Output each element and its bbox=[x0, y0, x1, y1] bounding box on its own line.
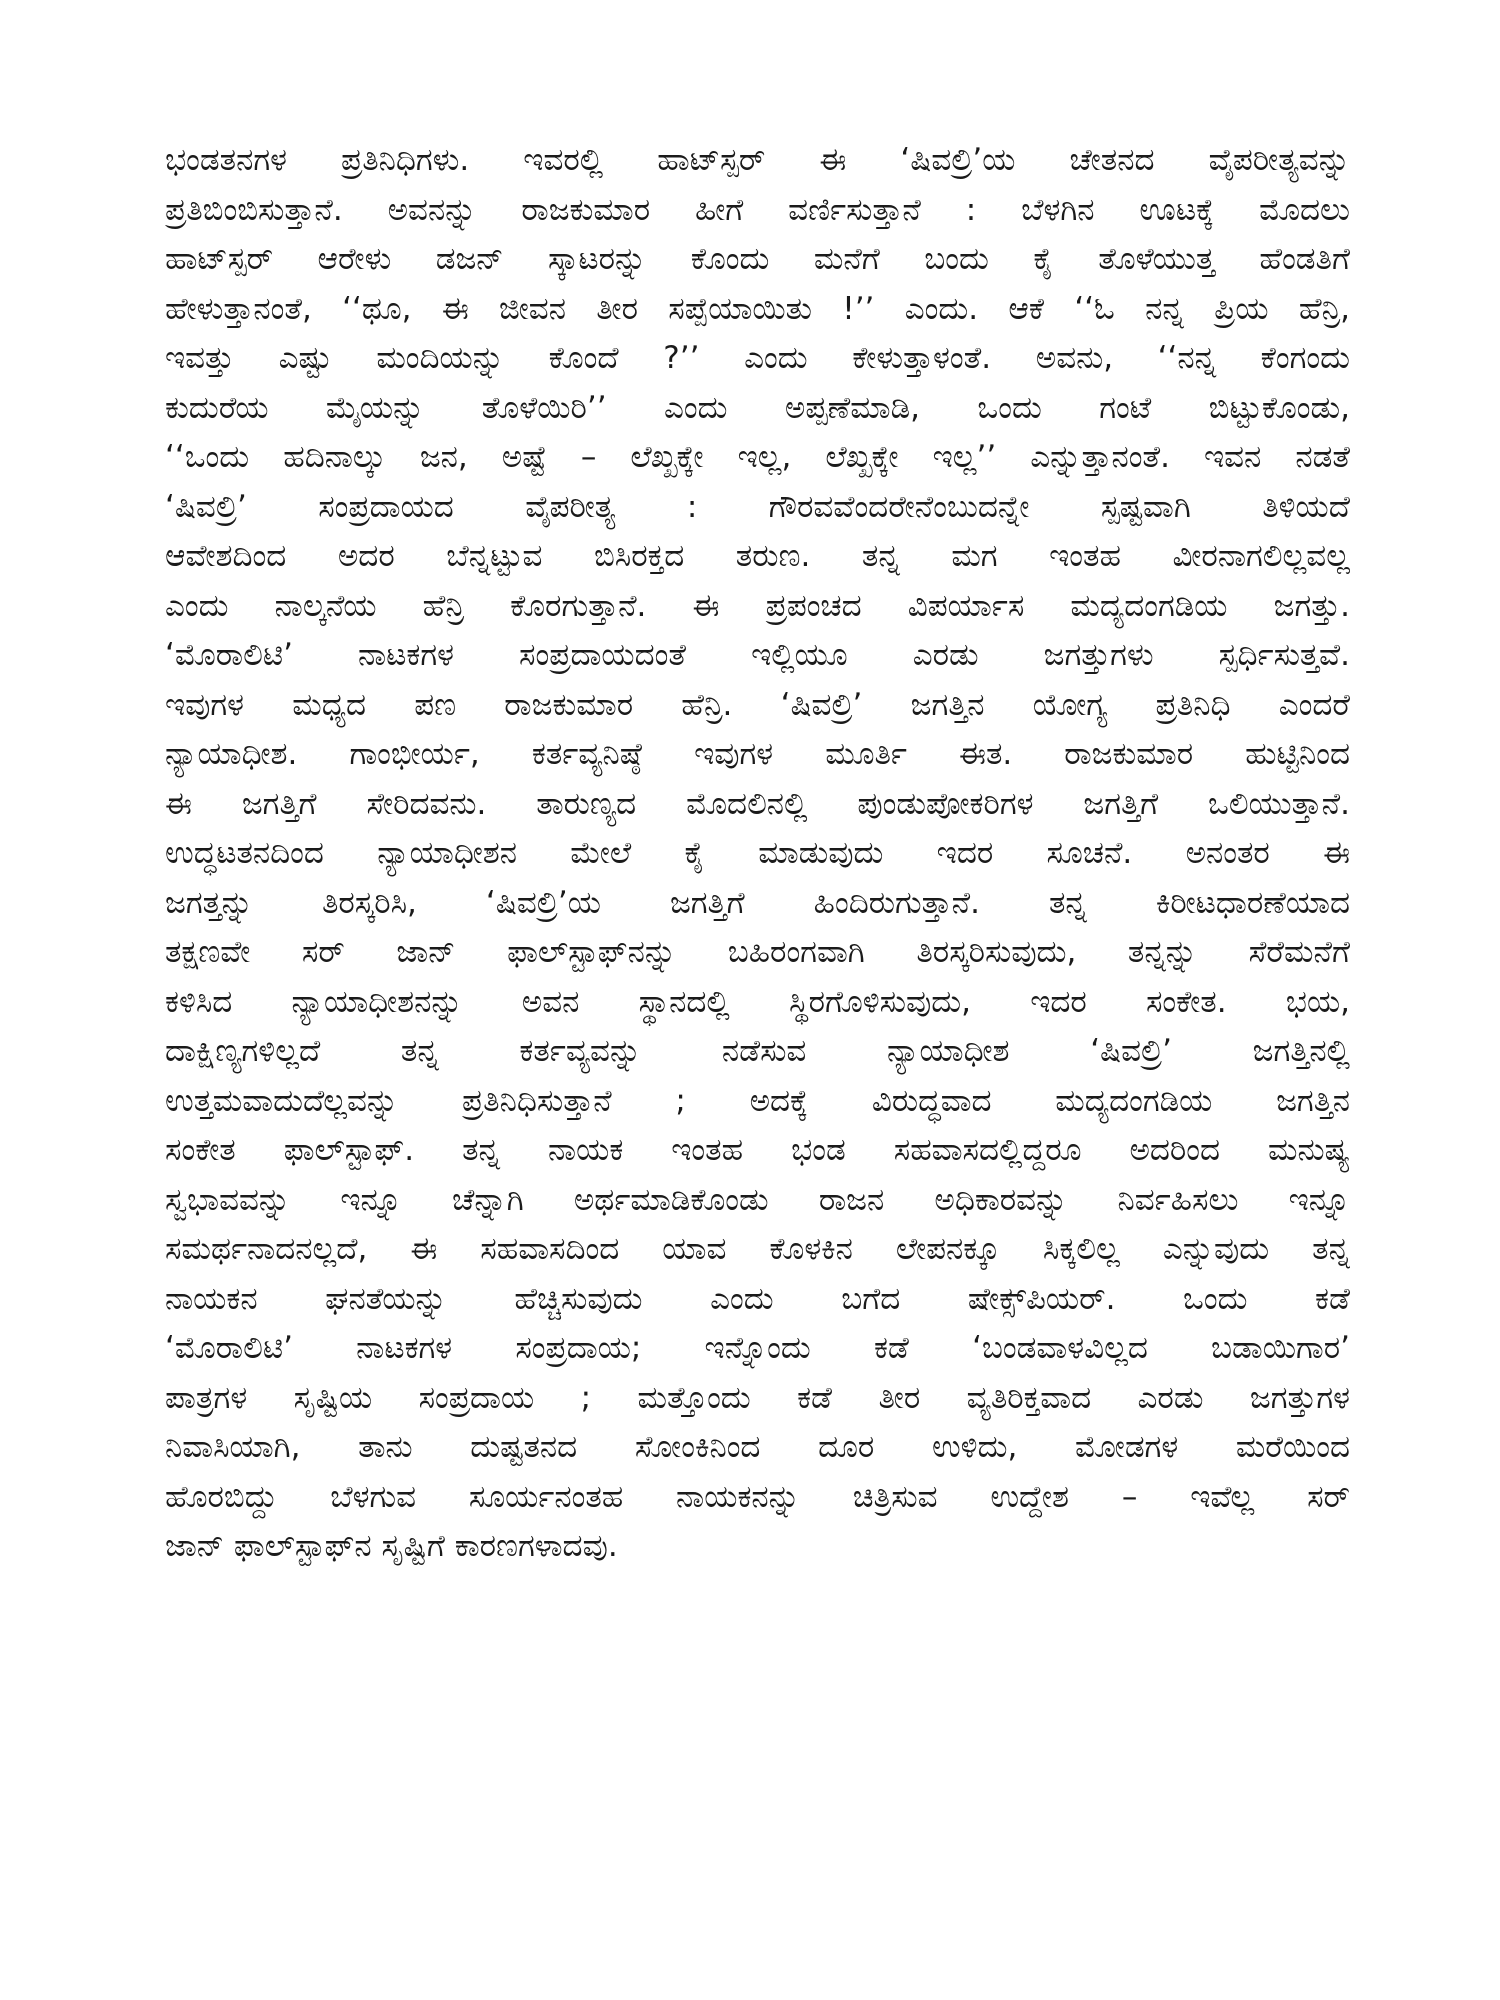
text-line: ದಾಕ್ಷಿಣ್ಯಗಳಿಲ್ಲದೆ ತನ್ನ ಕರ್ತವ್ಯವನ್ನು ನಡೆಸುವ ನ್ಯಾಯಾಧೀಶ ‘ಷಿವಲ್ರಿ’ ಜಗತ್ತಿನಲ್ಲಿ bbox=[165, 1033, 1350, 1069]
text-line: ‘ಮೊರಾಲಿಟಿ’ ನಾಟಕಗಳ ಸಂಪ್ರದಾಯದಂತೆ ಇಲ್ಲಿಯೂ ಎರಡು ಜಗತ್ತುಗಳು ಸ್ಪರ್ಧಿಸುತ್ತವೆ. bbox=[165, 637, 1350, 673]
text-line: ನಿವಾಸಿಯಾಗಿ, ತಾನು ದುಷ್ಟತನದ ಸೋಂಕಿನಿಂದ ದೂರ ಉಳಿದು, ಮೋಡಗಳ ಮರೆಯಿಂದ bbox=[165, 1429, 1350, 1465]
text-line: ‘ಷಿವಲ್ರಿ’ ಸಂಪ್ರದಾಯದ ವೈಪರೀತ್ಯ : ಗೌರವವೆಂದರೇನೆಂಬುದನ್ನೇ ಸ್ಪಷ್ಟವಾಗಿ ತಿಳಿಯದೆ bbox=[165, 488, 1350, 525]
text-line: ಸಂಕೇತ ಫಾಲ್‌ಸ್ಟಾಫ್. ತನ್ನ ನಾಯಕ ಇಂತಹ ಭಂಡ ಸಹವಾಸದಲ್ಲಿದ್ದರೂ ಅದರಿಂದ ಮನುಷ್ಯ bbox=[165, 1132, 1350, 1168]
text-line: ಸಮರ್ಥನಾದನಲ್ಲದೆ, ಈ ಸಹವಾಸದಿಂದ ಯಾವ ಕೊಳಕಿನ ಲೇಪನಕ್ಕೂ ಸಿಕ್ಕಲಿಲ್ಲ ಎನ್ನುವುದು ತನ್ನ bbox=[165, 1231, 1350, 1267]
text-line: ಪ್ರತಿಬಿಂಬಿಸುತ್ತಾನೆ. ಅವನನ್ನು ರಾಜಕುಮಾರ ಹೀಗೆ ವರ್ಣಿಸುತ್ತಾನೆ : ಬೆಳಗಿನ ಊಟಕ್ಕೆ ಮೊದಲು bbox=[165, 191, 1350, 228]
text-line: ಇವುಗಳ ಮಧ್ಯದ ಪಣ ರಾಜಕುಮಾರ ಹೆನ್ರಿ. ‘ಷಿವಲ್ರಿ’ ಜಗತ್ತಿನ ಯೋಗ್ಯ ಪ್ರತಿನಿಧಿ ಎಂದರೆ bbox=[165, 686, 1350, 723]
text-line: ಕಳಿಸಿದ ನ್ಯಾಯಾಧೀಶನನ್ನು ಅವನ ಸ್ಥಾನದಲ್ಲಿ ಸ್ಥಿರಗೊಳಿಸುವುದು, ಇದರ ಸಂಕೇತ. ಭಯ, bbox=[165, 983, 1350, 1020]
text-line: ಉತ್ತಮವಾದುದೆಲ್ಲವನ್ನು ಪ್ರತಿನಿಧಿಸುತ್ತಾನೆ ; ಅದಕ್ಕೆ ವಿರುದ್ಧವಾದ ಮದ್ಯದಂಗಡಿಯ ಜಗತ್ತಿನ bbox=[165, 1082, 1350, 1119]
text-line: ಭಂಡತನಗಳ ಪ್ರತಿನಿಧಿಗಳು. ಇವರಲ್ಲಿ ಹಾಟ್‌ಸ್ಪರ್ ಈ ‘ಷಿವಲ್ರಿ’ಯ ಚೇತನದ ವೈಪರೀತ್ಯವನ್ನು bbox=[165, 142, 1350, 178]
text-line: ಸ್ವಭಾವವನ್ನು ಇನ್ನೂ ಚೆನ್ನಾಗಿ ಅರ್ಥಮಾಡಿಕೊಂಡು ರಾಜನ ಅಧಿಕಾರವನ್ನು ನಿರ್ವಹಿಸಲು ಇನ್ನೂ bbox=[165, 1181, 1350, 1218]
text-line: ತಕ್ಷಣವೇ ಸರ್ ಜಾನ್ ಫಾಲ್‌ಸ್ಟಾಫ್‌ನನ್ನು ಬಹಿರಂಗವಾಗಿ ತಿರಸ್ಕರಿಸುವುದು, ತನ್ನನ್ನು ಸೆರೆಮನೆಗೆ bbox=[165, 934, 1350, 970]
text-line: ಜಗತ್ತನ್ನು ತಿರಸ್ಕರಿಸಿ, ‘ಷಿವಲ್ರಿ’ಯ ಜಗತ್ತಿಗೆ ಹಿಂದಿರುಗುತ್ತಾನೆ. ತನ್ನ ಕಿರೀಟಧಾರಣೆಯಾದ bbox=[165, 884, 1350, 921]
text-line: ಈ ಜಗತ್ತಿಗೆ ಸೇರಿದವನು. ತಾರುಣ್ಯದ ಮೊದಲಿನಲ್ಲಿ ಪುಂಡುಪೋಕರಿಗಳ ಜಗತ್ತಿಗೆ ಒಲಿಯುತ್ತಾನೆ. bbox=[165, 785, 1350, 822]
text-line: ಕುದುರೆಯ ಮೈಯನ್ನು ತೊಳೆಯಿರಿ’’ ಎಂದು ಅಪ್ಪಣೆಮಾಡಿ, ಒಂದು ಗಂಟೆ ಬಿಟ್ಟುಕೊಂಡು, bbox=[165, 389, 1350, 426]
text-line: ಆವೇಶದಿಂದ ಅದರ ಬೆನ್ನಟ್ಟುವ ಬಿಸಿರಕ್ತದ ತರುಣ. ತನ್ನ ಮಗ ಇಂತಹ ವೀರನಾಗಲಿಲ್ಲವಲ್ಲ bbox=[165, 538, 1350, 574]
text-line: ಹಾಟ್‌ಸ್ಪರ್ ಆರೇಳು ಡಜನ್ ಸ್ಕಾಟರನ್ನು ಕೊಂದು ಮನೆಗೆ ಬಂದು ಕೈ ತೊಳೆಯುತ್ತ ಹೆಂಡತಿಗೆ bbox=[165, 241, 1350, 277]
text-line: ‘ಮೊರಾಲಿಟಿ’ ನಾಟಕಗಳ ಸಂಪ್ರದಾಯ; ಇನ್ನೊಂದು ಕಡೆ ‘ಬಂಡವಾಳವಿಲ್ಲದ ಬಡಾಯಿಗಾರ’ bbox=[165, 1330, 1350, 1366]
text-line: ಎಂದು ನಾಲ್ಕನೆಯ ಹೆನ್ರಿ ಕೊರಗುತ್ತಾನೆ. ಈ ಪ್ರಪಂಚದ ವಿಪರ್ಯಾಸ ಮದ್ಯದಂಗಡಿಯ ಜಗತ್ತು. bbox=[165, 587, 1350, 624]
text-line: ಉದ್ಧಟತನದಿಂದ ನ್ಯಾಯಾಧೀಶನ ಮೇಲೆ ಕೈ ಮಾಡುವುದು ಇದರ ಸೂಚನೆ. ಅನಂತರ ಈ bbox=[165, 835, 1350, 871]
text-line: ಹೊರಬಿದ್ದು ಬೆಳಗುವ ಸೂರ್ಯನಂತಹ ನಾಯಕನನ್ನು ಚಿತ್ರಿಸುವ ಉದ್ದೇಶ – ಇವೆಲ್ಲ ಸರ್ bbox=[165, 1478, 1350, 1515]
body-text bbox=[165, 136, 1350, 1572]
text-line: ಹೇಳುತ್ತಾನಂತೆ, ‘‘ಥೂ, ಈ ಜೀವನ ತೀರ ಸಪ್ಪೆಯಾಯಿತು !’’ ಎಂದು. ಆಕೆ ‘‘ಓ ನನ್ನ ಪ್ರಿಯ ಹೆನ್ರಿ, bbox=[165, 290, 1350, 327]
text-line: ಪಾತ್ರಗಳ ಸೃಷ್ಟಿಯ ಸಂಪ್ರದಾಯ ; ಮತ್ತೊಂದು ಕಡೆ ತೀರ ವ್ಯತಿರಿಕ್ತವಾದ ಎರಡು ಜಗತ್ತುಗಳ bbox=[165, 1379, 1350, 1416]
text-line-last: ಜಾನ್ ಫಾಲ್‌ಸ್ಟಾಫ್‌ನ ಸೃಷ್ಟಿಗೆ ಕಾರಣಗಳಾದವು. bbox=[165, 1528, 618, 1564]
text-line: ನ್ಯಾಯಾಧೀಶ. ಗಾಂಭೀರ್ಯ, ಕರ್ತವ್ಯನಿಷ್ಠೆ ಇವುಗಳ ಮೂರ್ತಿ ಈತ. ರಾಜಕುಮಾರ ಹುಟ್ಟಿನಿಂದ bbox=[165, 736, 1350, 772]
text-line: ‘‘ಒಂದು ಹದಿನಾಲ್ಕು ಜನ, ಅಷ್ಟೆ – ಲೆಖ್ಖಕ್ಕೇ ಇಲ್ಲ, ಲೆಖ್ಖಕ್ಕೇ ಇಲ್ಲ’’ ಎನ್ನುತ್ತಾನಂತೆ. ಇವನ ನಡತೆ bbox=[165, 439, 1350, 475]
text-line: ಇವತ್ತು ಎಷ್ಟು ಮಂದಿಯನ್ನು ಕೊಂದೆ ?’’ ಎಂದು ಕೇಳುತ್ತಾಳಂತೆ. ಅವನು, ‘‘ನನ್ನ ಕೆಂಗಂದು bbox=[165, 340, 1350, 376]
text-line: ನಾಯಕನ ಘನತೆಯನ್ನು ಹೆಚ್ಚಿಸುವುದು ಎಂದು ಬಗೆದ ಷೇಕ್ಸ್‌ಪಿಯರ್. ಒಂದು ಕಡೆ bbox=[165, 1280, 1350, 1317]
